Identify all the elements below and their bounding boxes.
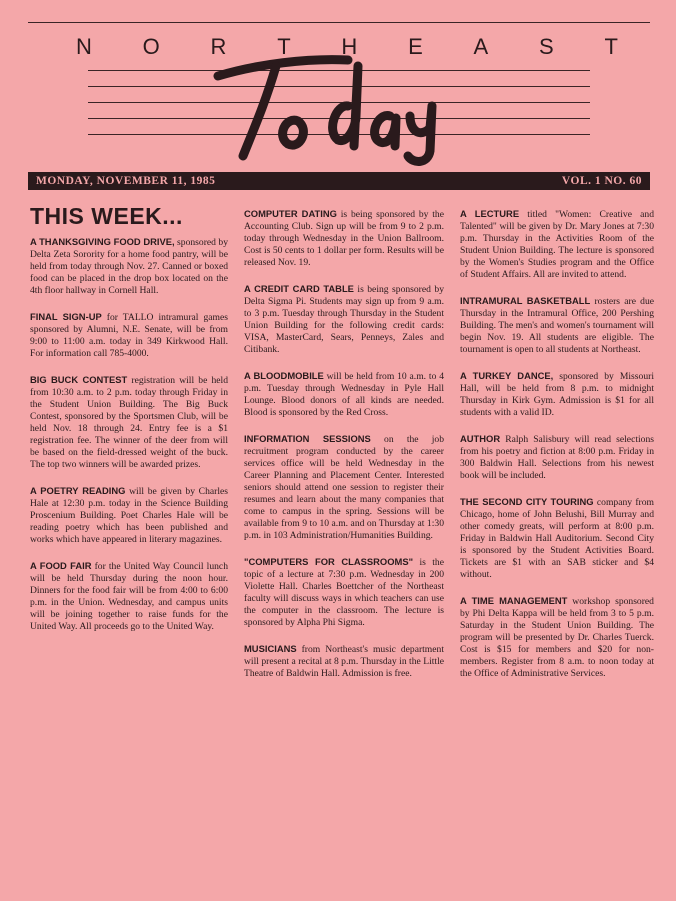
announcement bbox=[244, 370, 444, 419]
announcement bbox=[244, 283, 444, 356]
announcement-body: on the job recruitment program conducted by the career services office will be held Wednesday in the Career Planning and Placement Center. Interested seniors should attend one session to register their resumes and learn about the many companies that come to campus in the spring. Sessions will be available from 9 to 10 a.m. and on Thursday at 1:30 p.m. in 103 Administration/Humanities Building. bbox=[244, 434, 445, 541]
section-title: THIS WEEK... bbox=[30, 203, 183, 229]
dateline-bar bbox=[28, 172, 650, 190]
announcement-lead: A THANKSGIVING FOOD DRIVE, bbox=[30, 236, 175, 247]
announcement-body: company from Chicago, home of John Belushi, Bill Murray and other comedy greats, will perform at 8:00 p.m. Friday in Baldwin Hall Auditorium. Second City is sponsored by the Student Activities Board. Tickets are $1 with an SAB sticker and $4 without. bbox=[460, 497, 654, 580]
announcement-lead: A TIME MANAGEMENT bbox=[460, 595, 568, 606]
column-2 bbox=[244, 208, 444, 694]
announcement bbox=[460, 433, 654, 482]
announcement-body: will be given by Charles Hale at 12:30 p.m. today in the Science Building Proscenium Building. Poet Charles Hale will be reading poetry which has been published and works which have appeared in literary magazines. bbox=[30, 486, 228, 545]
announcement-lead: FINAL SIGN-UP bbox=[30, 311, 102, 322]
masthead bbox=[28, 18, 650, 168]
masthead-letter: E bbox=[408, 34, 425, 59]
masthead-letter: O bbox=[142, 34, 162, 59]
announcement bbox=[30, 374, 228, 471]
announcement bbox=[460, 595, 654, 680]
announcement-lead: A BLOODMOBILE bbox=[244, 370, 324, 381]
announcement-body: from Northeast's music department will present a recital at 8 p.m. Thursday in the Little Theatre of Baldwin Hall. Admission is free. bbox=[244, 644, 444, 679]
masthead-rule-top bbox=[28, 22, 650, 23]
announcement-body: for the United Way Council lunch will be held Thursday during the noon hour. Dinners for the food fair will be from 4:00 to 6:00 p.m. in the Union. Wednesday, and campus units will be joining together to raise funds for the United Way. All proceeds go to the United Way. bbox=[30, 561, 228, 632]
masthead-letter: S bbox=[538, 34, 556, 59]
announcement-lead: A FOOD FAIR bbox=[30, 560, 92, 571]
announcement bbox=[244, 433, 444, 542]
announcement bbox=[30, 311, 228, 360]
masthead-letter: T bbox=[604, 34, 620, 59]
announcement-lead: A POETRY READING bbox=[30, 485, 126, 496]
volume-number: VOL. 1 NO. 60 bbox=[561, 175, 642, 187]
announcement-lead: A CREDIT CARD TABLE bbox=[244, 283, 354, 294]
announcement-body: is being sponsored by Delta Sigma Pi. Students may sign up from 9 a.m. to 3 p.m. Tuesday through Thursday in the Student Union Building for the following credit cards: VISA, MasterCard, Sears, Penneys, Zales and Citibank. bbox=[244, 284, 444, 355]
announcement-body: registration will be held from 10:30 a.m. to 2 p.m. today through Friday in the Student Union Building. The Big Buck Contest, sponsored by the Sportsmen Club, will be held Nov. 18 through 24. Entry fee is a $1 registration fee. The winner of the deer from will be based on the field-dressed weight of the buck. The top two winners will be awarded prizes. bbox=[30, 375, 228, 470]
issue-date: MONDAY, NOVEMBER 11, 1985 bbox=[36, 175, 216, 187]
announcement-lead: THE SECOND CITY TOURING bbox=[460, 496, 594, 507]
today-logo bbox=[198, 46, 448, 166]
announcement-lead: A TURKEY DANCE, bbox=[460, 370, 554, 381]
announcement-lead: INFORMATION SESSIONS bbox=[244, 433, 371, 444]
announcement-lead: A LECTURE bbox=[460, 208, 520, 219]
announcement bbox=[244, 643, 444, 680]
announcement bbox=[244, 208, 444, 269]
column-3 bbox=[460, 208, 654, 694]
announcement-body: for TALLO intramural games sponsored by Alumni, N.E. Senate, will be from 9:00 to 11:00 a.m. today in 349 Kirkwood Hall. For information call 785-4000. bbox=[30, 312, 228, 359]
announcement-lead: COMPUTER DATING bbox=[244, 208, 337, 219]
announcement-lead: "COMPUTERS FOR CLASSROOMS" bbox=[244, 556, 414, 567]
announcement-body: titled "Women: Creative and Talented" will be given by Dr. Mary Jones at 7:30 p.m. Thursday in the Activities Room of the Student Union Building. The lecture is sponsored by the Women's Studies program and the Office of Student Affairs. All are invited to attend. bbox=[460, 209, 654, 280]
announcement bbox=[30, 485, 228, 546]
announcement-lead: MUSICIANS bbox=[244, 643, 297, 654]
announcement bbox=[460, 370, 654, 419]
announcement bbox=[244, 556, 444, 629]
announcement-body: is the topic of a lecture at 7:30 p.m. Wednesday in 200 Violette Hall. Charles Boettcher of the Northeast faculty will discuss ways in which teachers can use the computer in the classroom. The lecture is sponsored by Alpha Phi Sigma. bbox=[244, 557, 444, 628]
announcement-body: sponsored by Missouri Hall, will be held from 8 p.m. to midnight Thursday in Kirk Gym. Admission is $1 for all students with a valid ID. bbox=[460, 371, 654, 418]
masthead-letter: T bbox=[277, 34, 293, 59]
announcement-lead: AUTHOR bbox=[460, 433, 501, 444]
announcement bbox=[30, 236, 228, 297]
announcement-body: Ralph Salisbury will read selections from his poetry and fiction at 8:00 p.m. Friday in 300 Baldwin Hall. Selections from his newest book will be included. bbox=[460, 434, 654, 481]
announcement-lead: BIG BUCK CONTEST bbox=[30, 374, 128, 385]
masthead-letter: R bbox=[210, 34, 229, 59]
masthead-letter: N bbox=[76, 34, 94, 59]
masthead-letter: A bbox=[473, 34, 491, 59]
announcement-body: sponsored by Delta Zeta Sorority for a home food pantry, will be held from today through Nov. 27. Canned or boxed food can be placed in the drop box located on the 4th floor hallway in Cornell Hall. bbox=[30, 237, 228, 296]
announcement bbox=[460, 496, 654, 581]
masthead-letter: H bbox=[341, 34, 360, 59]
announcement-lead: INTRAMURAL BASKETBALL bbox=[460, 295, 591, 306]
announcement-body: workshop sponsored by Phi Delta Kappa will be held from 3 to 5 p.m. Saturday in the Student Union Building. The program will be presented by Dr. Charles Tuerck. Cost is $15 for members and $20 for non-members. Register from 8 a.m. to noon today at the Office of Administrative Services. bbox=[460, 596, 654, 679]
announcement bbox=[30, 560, 228, 633]
announcement bbox=[460, 208, 654, 281]
announcement-body: rosters are due Thursday in the Intramural Office, 200 Pershing Building. The men's and women's tournament will begin Nov. 19. All students are eligible. The tournament is open to all students at Northeast. bbox=[460, 296, 654, 355]
announcement-body: is being sponsored by the Accounting Club. Sign up will be from 9 to 2 p.m. today through Wednesday in the Union Ballroom. Cost is 50 cents to 1 dollar per form. Results will be released Nov. 19. bbox=[244, 209, 444, 268]
announcement-body: will be held from 10 a.m. to 4 p.m. Tuesday through Wednesday in Pyle Hall Lounge. Blood donors of all kinds are needed. Blood is sponsored by the Red Cross. bbox=[244, 371, 444, 418]
announcement bbox=[460, 295, 654, 356]
column-1 bbox=[30, 204, 228, 647]
